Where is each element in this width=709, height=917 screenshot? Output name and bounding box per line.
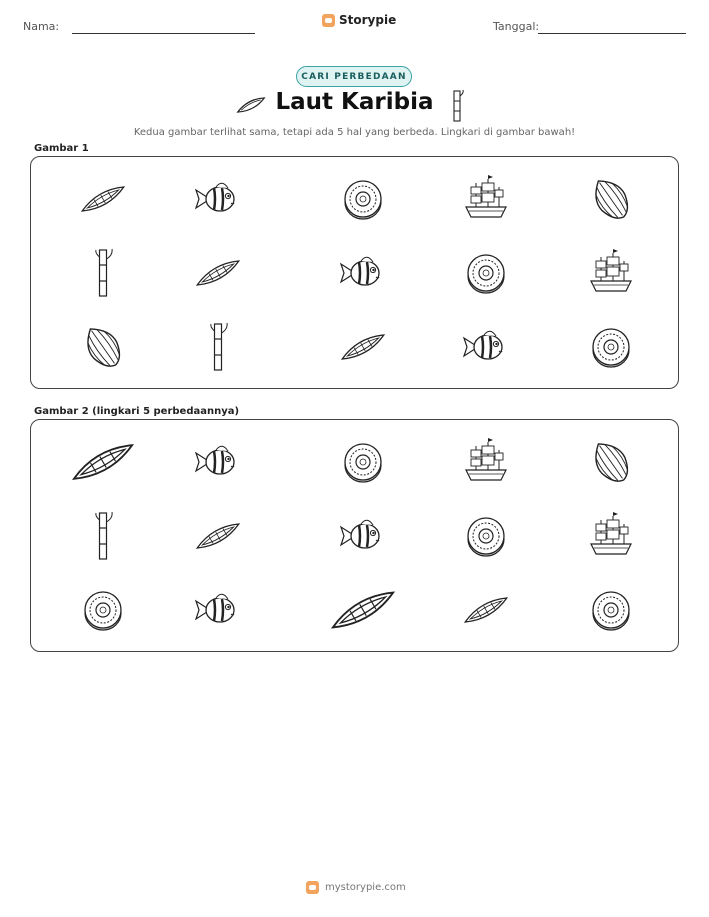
canoe-icon [183,243,253,303]
picture-1-item-r3-c3[interactable] [323,317,403,377]
canoe-icon [328,317,398,377]
picture-2-item-r2-c2[interactable] [178,506,258,566]
picture-1-item-r2-c2[interactable] [178,243,258,303]
picture-1-item-r2-c4[interactable] [446,243,526,303]
storypie-logo-icon [306,881,319,894]
brand-name: Storypie [339,13,397,27]
canoe-icon [451,580,521,640]
picture-1-item-r1-c3[interactable] [323,169,403,229]
ship-icon [576,243,646,303]
picture-1-item-r3-c2[interactable] [178,317,258,377]
canoe-icon [328,580,398,640]
picture-2-item-r2-c3[interactable] [323,506,403,566]
picture-1-item-r1-c1[interactable] [63,169,143,229]
picture-2-item-r3-c5[interactable] [571,580,651,640]
fish-icon [328,243,398,303]
activity-badge: CARI PERBEDAAN [296,66,412,87]
picture-1-item-r2-c1[interactable] [63,243,143,303]
picture-2-item-r2-c1[interactable] [63,506,143,566]
picture-2-item-r1-c3[interactable] [323,432,403,492]
name-label: Nama: [23,20,60,33]
picture-1-item-r1-c4[interactable] [446,169,526,229]
coin-icon [451,243,521,303]
coin-icon [328,432,398,492]
picture-1-item-r2-c5[interactable] [571,243,651,303]
date-label: Tanggal: [493,20,540,33]
picture-2-panel [30,419,679,652]
picture-2-item-r3-c2[interactable] [178,580,258,640]
fish-icon [183,432,253,492]
picture-1-panel [30,156,679,389]
picture-2-item-r2-c5[interactable] [571,506,651,566]
ship-icon [451,169,521,229]
fish-icon [183,169,253,229]
picture-2-item-r1-c5[interactable] [571,432,651,492]
bamboo-icon [68,506,138,566]
picture-2-item-r1-c2[interactable] [178,432,258,492]
bamboo-icon [450,90,464,122]
fish-icon [451,317,521,377]
footer-url[interactable]: mystorypie.com [325,882,406,893]
footer [306,881,406,894]
picture-1-item-r3-c1[interactable] [63,317,143,377]
coin-icon [576,317,646,377]
picture-1-item-r2-c3[interactable] [323,243,403,303]
canoe-icon [68,169,138,229]
picture-1-item-r3-c5[interactable] [571,317,651,377]
coin-icon [68,580,138,640]
bamboo-icon [68,243,138,303]
picture-2-item-r2-c4[interactable] [446,506,526,566]
picture-2-item-r3-c3[interactable] [323,580,403,640]
brand-logo [322,13,396,27]
picture-2-item-r1-c1[interactable] [63,432,143,492]
canoe-icon [68,432,138,492]
canoe-icon [183,506,253,566]
instructions: Kedua gambar terlihat sama, tetapi ada 5 hal yang berbeda. Lingkari di gambar bawah! [133,127,576,138]
ship-icon [576,506,646,566]
date-field[interactable] [538,33,686,34]
coin-icon [576,580,646,640]
cacao-pod-icon [576,432,646,492]
picture-2-label: Gambar 2 (lingkari 5 perbedaannya) [34,406,240,417]
coin-icon [328,169,398,229]
fish-icon [183,580,253,640]
picture-2-item-r1-c4[interactable] [446,432,526,492]
coin-icon [451,506,521,566]
page-title: Laut Karibia [275,89,434,115]
fish-icon [328,506,398,566]
storypie-logo-icon [322,14,335,27]
ship-icon [451,432,521,492]
cacao-pod-icon [576,169,646,229]
picture-1-label: Gambar 1 [34,143,89,154]
picture-2-item-r3-c4[interactable] [446,580,526,640]
name-field[interactable] [72,33,255,34]
picture-2-item-r3-c1[interactable] [63,580,143,640]
picture-1-item-r3-c4[interactable] [446,317,526,377]
bamboo-icon [183,317,253,377]
picture-1-item-r1-c5[interactable] [571,169,651,229]
cacao-pod-icon [68,317,138,377]
picture-1-item-r1-c2[interactable] [178,169,258,229]
